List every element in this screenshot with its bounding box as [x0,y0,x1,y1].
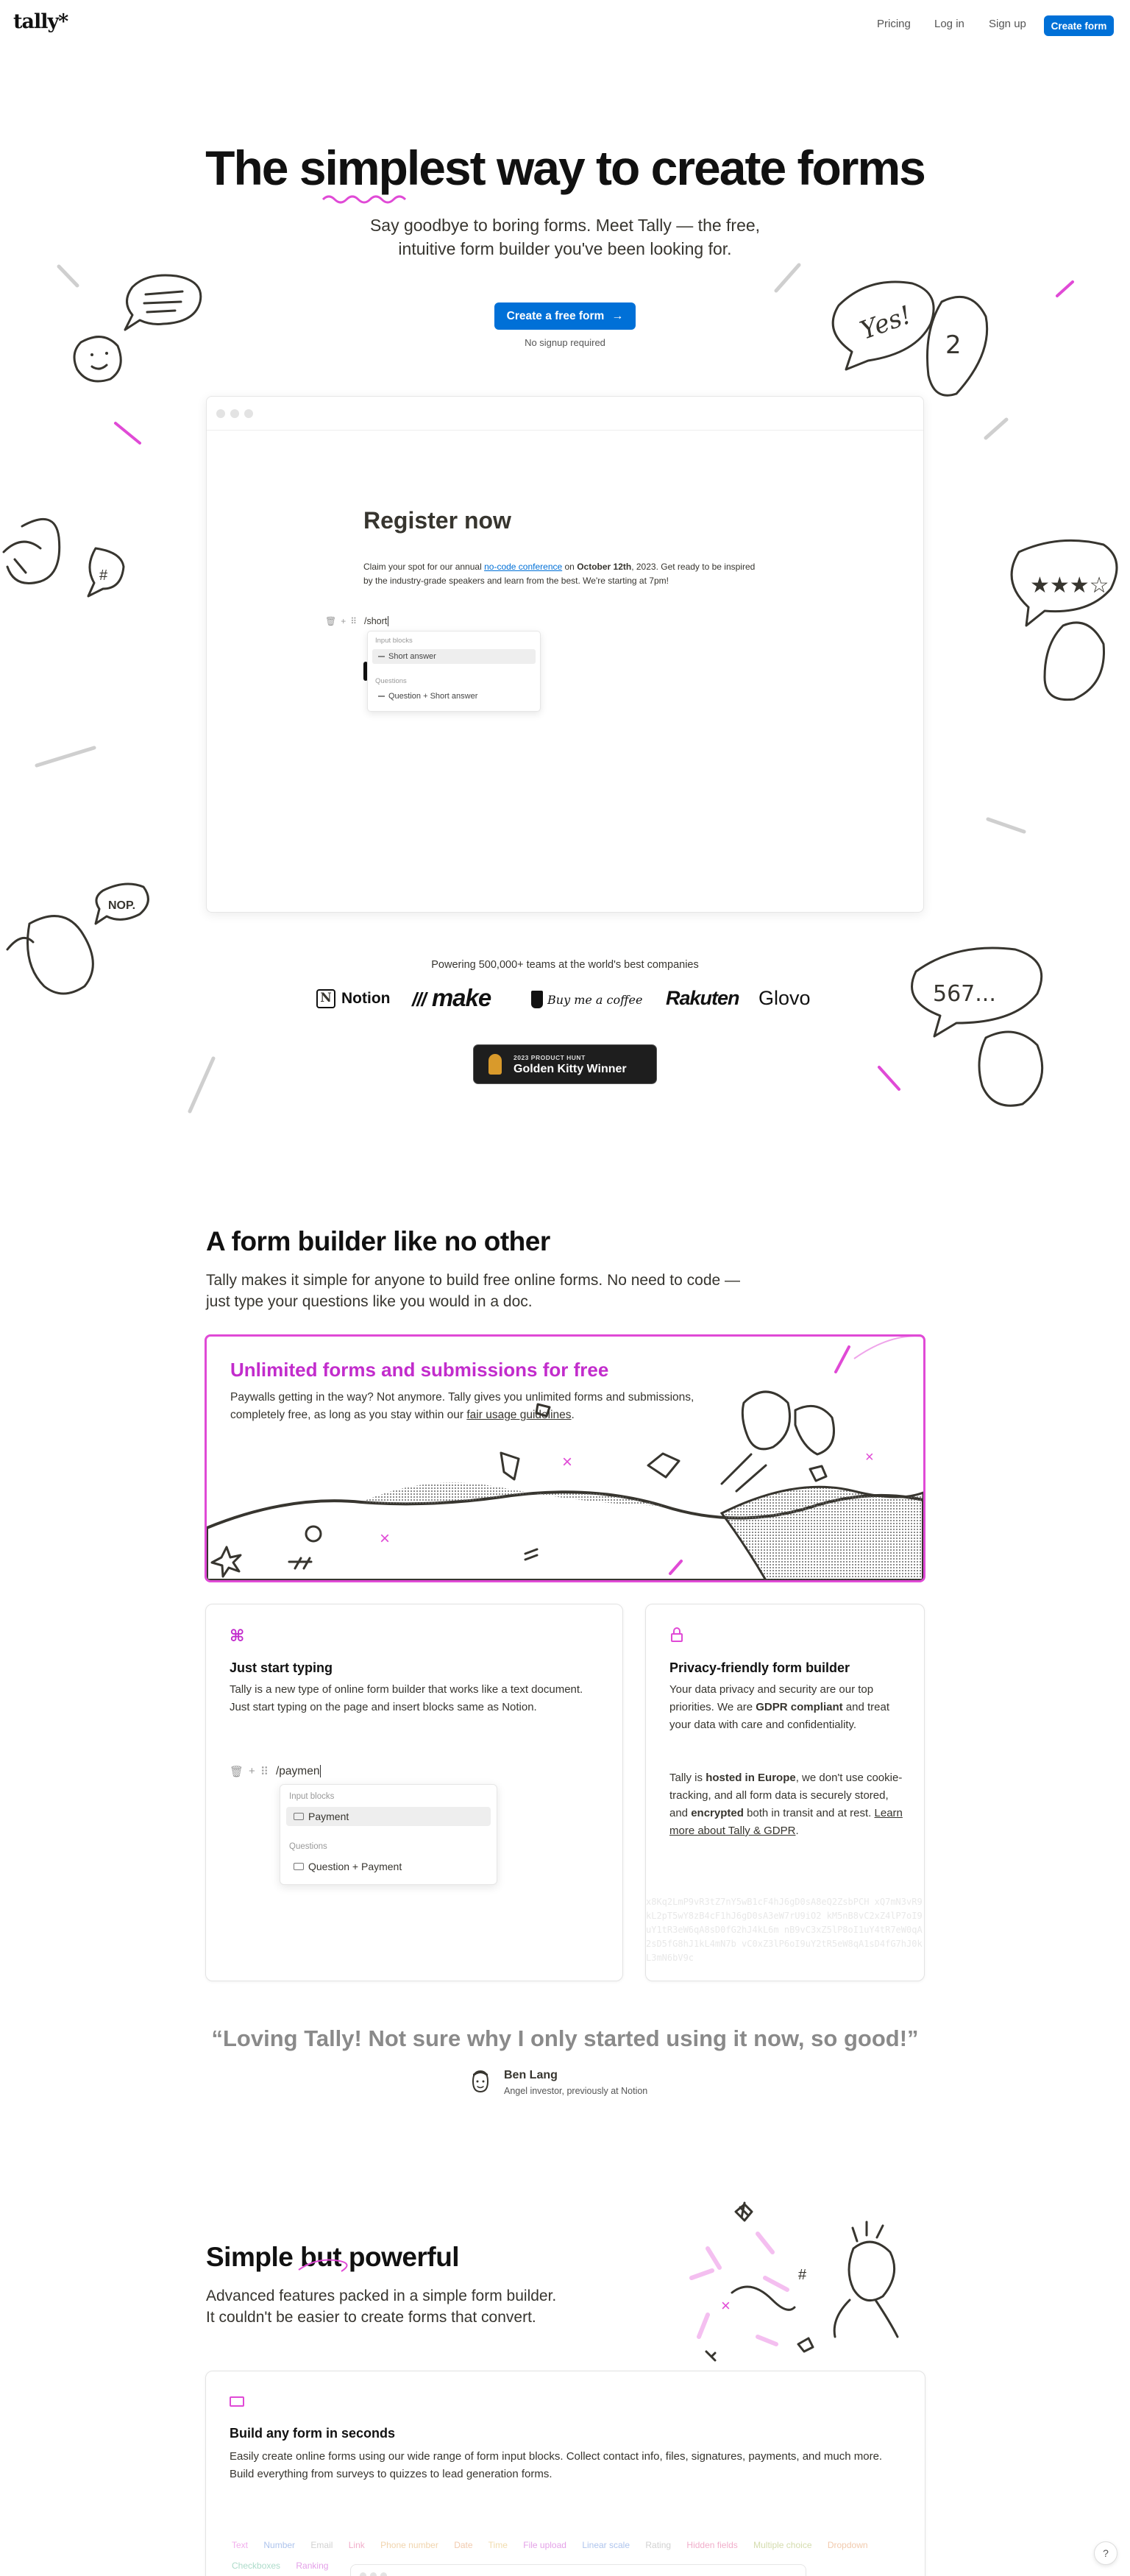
chip-ranking[interactable]: Ranking [296,2561,329,2571]
privacy-text-2: Tally is hosted in Europe, we don't use cookie-tracking, and all form data is securely stored, and encrypted both in transit and at rest. Learn more about Tally & GDPR. [669,1772,903,1837]
powerful-illustration [677,2197,927,2374]
encrypted-data-pattern: x8Kq2LmP9vR3tZ7nY5wB1cF4hJ6gD0sA8eQ2ZsbPCH xQ7mN3vR9kL2pT5wY8zB4cF1hJ6gD0sA3eW7rU9iO2 kM5nB8vC2xZ4lP7oI9uY1tR3eW6qA8sD0fG2hJ4kL6m nB9vC3xZ5lP8oI1uY4tR7eW0qA2sD5fG8hJ1kL4mN7b vC0xZ3lP6oI9uY2tR5eW8qA1sD4fG7hJ0kL3mN6bV9c [646,1897,923,1963]
chip-text[interactable]: Text [232,2540,249,2550]
command-icon: ⌘ [230,1627,245,1645]
window-dot [216,409,225,418]
chip-checkboxes[interactable]: Checkboxes [232,2561,281,2571]
chip-hidden-fields[interactable]: Hidden fields [686,2540,738,2550]
scribble-doodle [4,519,124,596]
unlimited-text: Paywalls getting in the way? Not anymore. Tally gives you unlimited forms and submissions, completely free, as long as you stay within our fair usage guidelines. [230,1391,694,1421]
glovo-logo: Glovo [758,987,811,1009]
typing-typed-input[interactable]: /paymen [276,1765,320,1777]
lock-icon [671,1627,683,1642]
face-doodle [74,337,121,381]
face-doodle-right [927,297,987,395]
window-dot [230,409,239,418]
block-menu [367,631,541,712]
arrow-right-icon: → [611,309,624,322]
privacy-title: Privacy-friendly form builder [669,1660,850,1675]
svg-text:×: × [865,1449,874,1465]
create-form-button[interactable]: Create form [1044,15,1114,36]
demo-heading: Register now [363,507,511,534]
demo-link[interactable]: no-code conference [484,562,563,572]
testimonial-role: Angel investor, previously at Notion [504,2086,648,2096]
nav-pricing[interactable]: Pricing [877,18,911,30]
menu-item-question-short[interactable]: Question + Short answer [372,689,536,704]
cta-note: No signup required [525,337,605,348]
chip-dropdown[interactable]: Dropdown [827,2540,868,2550]
chip-number[interactable]: Number [263,2540,296,2550]
typing-card [205,1604,623,1981]
svg-text:NOP.: NOP. [108,899,136,912]
menu-item-question-payment[interactable]: Question + Payment [286,1857,491,1876]
menu-section-questions: Questions [289,1842,327,1851]
badge-big-text: Golden Kitty Winner [514,1063,627,1075]
numbers-bubble-doodle [912,948,1042,1105]
input-block-icon [230,2396,244,2407]
yes-bubble-doodle [833,282,934,369]
chip-linear-scale[interactable]: Linear scale [582,2540,630,2550]
nav-signup[interactable]: Sign up [989,18,1026,30]
buymeacoffee-logo: Buy me a coffee [531,991,642,1008]
trash-icon[interactable]: 🗑 [325,616,337,626]
demo-intro: Claim your spot for our annual no-code conference on October 12th, 2023. Get ready to be inspired by the industry-grade speakers and learn from the best. We're starting at 7pm! [363,562,756,586]
privacy-text-1: Your data privacy and security are our top priorities. We are GDPR compliant and treat your data with care and confidentiality. [669,1683,890,1731]
typing-block-controls [230,1765,269,1778]
drag-handle-icon[interactable]: ⠿ [350,616,358,626]
window-divider [207,430,923,431]
svg-text:×: × [721,2296,731,2315]
gdpr-link[interactable]: Learn more about Tally & GDPR [669,1807,903,1837]
top-nav [0,0,1130,49]
typing-title: Just start typing [230,1660,333,1675]
create-free-form-button[interactable]: Create a free form → [494,302,636,330]
svg-text:#: # [99,567,108,584]
chip-file-upload[interactable]: File upload [523,2540,566,2550]
menu-item-short-answer[interactable]: Short answer [372,649,536,664]
trophy-icon [488,1054,502,1075]
scribble-highlight [296,2234,355,2279]
hero-title: The simplest way to create forms [0,140,1130,196]
golden-kitty-badge[interactable] [473,1044,657,1084]
make-logo: /// make [412,984,491,1011]
rakuten-logo: Rakuten [666,987,739,1009]
help-button[interactable]: ? [1094,2541,1117,2565]
squiggle-underline [321,194,410,205]
privacy-card [645,1604,925,1981]
menu-section-input: Input blocks [289,1792,335,1801]
chip-link[interactable]: Link [348,2540,365,2550]
window-dot [380,2572,387,2576]
typing-text: Tally is a new type of online form builder that works like a text document. Just start typing on the page and insert blocks same as Notion. [230,1683,583,1713]
svg-text:2: 2 [945,330,962,360]
window-dot [370,2572,377,2576]
menu-item-payment[interactable]: Payment [286,1807,491,1826]
build-form-text: Easily create online forms using our wide range of form input blocks. Collect contact info, files, signatures, payments, and much more. Build everything from surveys to quizzes to lead generation forms. [230,2450,883,2480]
mini-window [350,2564,806,2576]
rating-bubble-doodle [1012,540,1117,699]
demo-window [206,396,924,913]
svg-text:#: # [798,2267,807,2283]
chip-time[interactable]: Time [488,2540,508,2550]
menu-section-questions: Questions [375,677,407,685]
builder-subheading: Tally makes it simple for anyone to build free online forms. No need to code — just type your questions like you would in a doc. [206,1272,741,1310]
chip-date[interactable]: Date [454,2540,473,2550]
chip-rating[interactable]: Rating [645,2540,672,2550]
build-form-card [205,2371,925,2576]
powerful-heading: Simple but powerful [206,2242,459,2273]
svg-text:×: × [562,1452,573,1472]
build-form-title: Build any form in seconds [230,2426,396,2441]
testimonial-name: Ben Lang [504,2069,558,2081]
drag-handle-icon[interactable]: ⠿ [260,1766,269,1778]
chip-phone[interactable]: Phone number [380,2540,438,2550]
svg-text:567...: 567... [933,981,996,1007]
window-dot [360,2572,366,2576]
unlimited-card [205,1334,925,1582]
trash-icon[interactable]: 🗑 [230,1766,244,1778]
svg-text:×: × [380,1529,391,1549]
hero-subtitle: Say goodbye to boring forms. Meet Tally — the free, intuitive form builder you've been looking for. [369,216,761,258]
powering-text: Powering 500,000+ teams at the world's best companies [431,959,699,971]
window-dot [244,409,253,418]
powerful-subheading: Advanced features packed in a simple form builder. It couldn't be easier to create forms that convert. [206,2287,557,2326]
svg-text:Yes!: Yes! [856,300,916,346]
nop-bubble-doodle [7,884,148,994]
card-icon [294,1863,304,1870]
notion-logo: N Notion [316,989,390,1008]
svg-text:★★★☆: ★★★☆ [1030,573,1109,598]
block-controls [325,616,357,626]
badge-small-text: 2023 PRODUCT HUNT [514,1054,586,1061]
fair-usage-link[interactable]: fair usage guidelines [466,1409,572,1421]
payment-block-menu [280,1784,497,1885]
testimonial-quote: “Loving Tally! Not sure why I only started using it now, so good!” [211,2025,919,2051]
chip-multiple-choice[interactable]: Multiple choice [753,2540,812,2550]
unlimited-illustration [207,1337,923,1580]
demo-typed-input[interactable]: /short [364,616,388,626]
speech-bubble-doodle [125,275,201,330]
plus-icon[interactable]: + [249,1765,255,1777]
avatar [469,2068,491,2095]
nav-login[interactable]: Log in [934,18,964,30]
menu-section-input: Input blocks [375,637,413,645]
chip-email[interactable]: Email [310,2540,333,2550]
plus-icon[interactable]: + [341,616,347,626]
builder-heading: A form builder like no other [206,1226,550,1256]
unlimited-title: Unlimited forms and submissions for free [230,1359,609,1381]
card-icon [294,1813,304,1820]
tally-logo[interactable]: tally* [13,10,68,33]
